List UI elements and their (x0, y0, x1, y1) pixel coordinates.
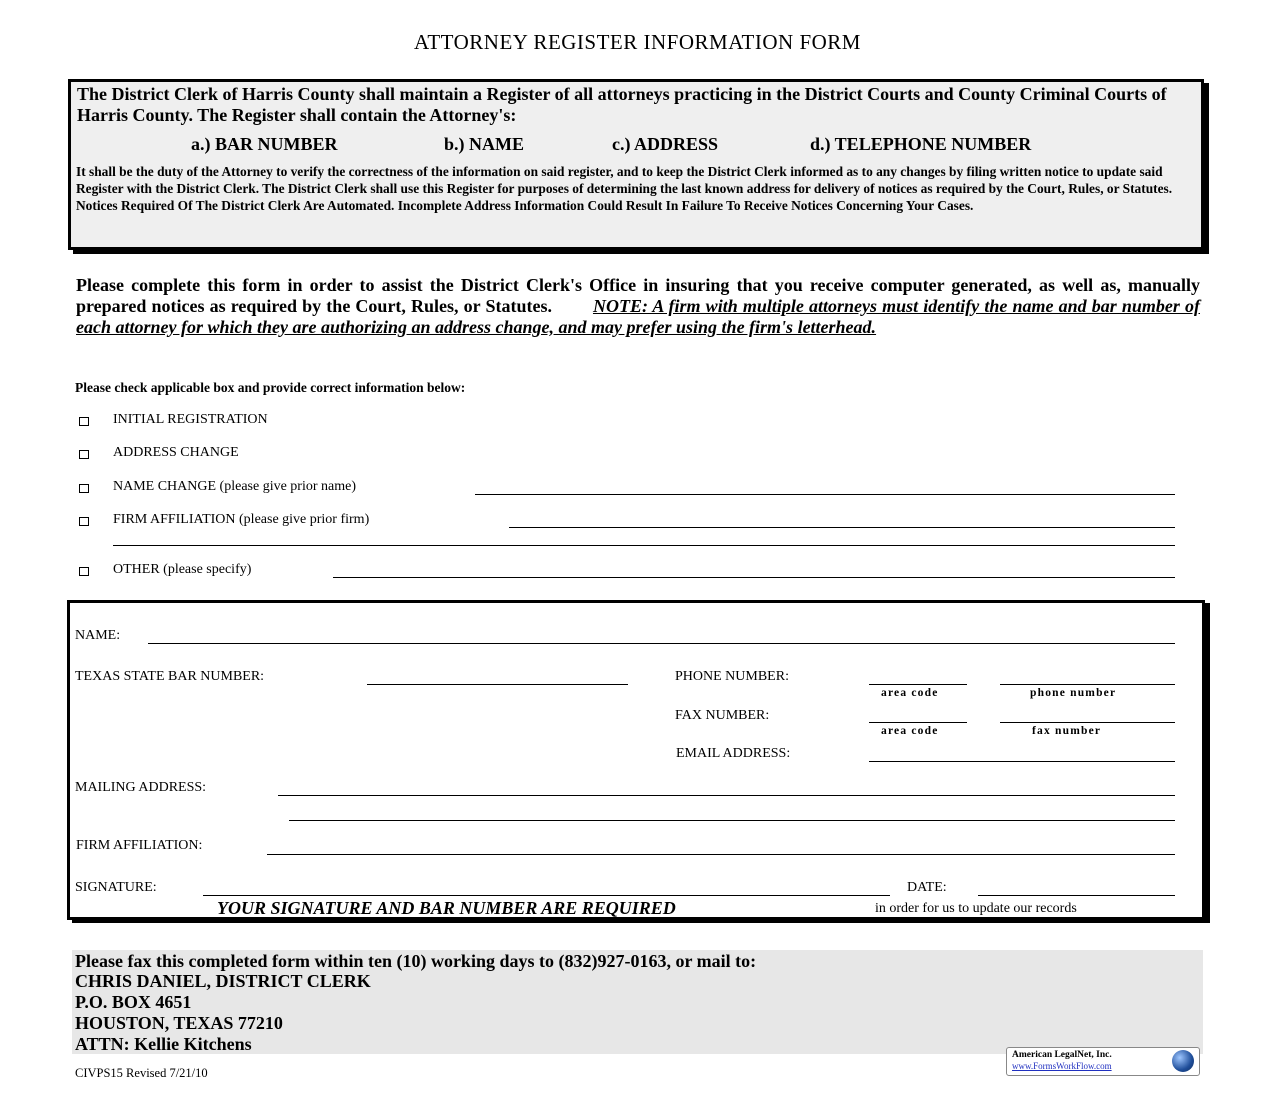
register-item-name: b.) NAME (444, 134, 524, 154)
publisher-logo (1006, 1047, 1200, 1076)
register-item-telephone: d.) TELEPHONE NUMBER (810, 134, 1032, 154)
name-label: NAME: (75, 628, 121, 643)
completion-note: NOTE: A firm with multiple attorneys must identify the name and bar number of each attorney for which they are authorizing an address change, and may prefer using the firm's letterhead. (76, 296, 1200, 337)
fax-instruction: Please fax this completed form within ten (10) working days to (832)927-0163, or mail to: (75, 951, 757, 971)
email-input[interactable] (869, 761, 1175, 762)
mailing-address-label: MAILING ADDRESS: (75, 780, 207, 795)
email-label: EMAIL ADDRESS: (676, 746, 791, 761)
bar-number-label: TEXAS STATE BAR NUMBER: (75, 669, 265, 684)
fax-area-code-input[interactable] (869, 722, 967, 723)
phone-area-code-input[interactable] (869, 684, 967, 685)
fax-label: FAX NUMBER: (675, 708, 770, 723)
mailing-address-input[interactable] (278, 795, 1175, 796)
date-label: DATE: (907, 880, 947, 895)
fax-area-code-caption: area code (881, 725, 939, 737)
completion-paragraph (76, 275, 1200, 338)
prior-name-input[interactable] (475, 494, 1175, 495)
required-notice-tail: in order for us to update our records (875, 901, 1077, 916)
firm-affiliation-label: FIRM AFFILIATION: (76, 838, 203, 853)
phone-number-caption: phone number (1030, 687, 1117, 699)
register-item-bar-number: a.) BAR NUMBER (191, 134, 338, 154)
checkbox-initial-registration[interactable] (79, 417, 89, 426)
firm-affiliation-input[interactable] (267, 854, 1175, 855)
publisher-link[interactable]: www.FormsWorkFlow.com (1012, 1061, 1112, 1071)
name-input[interactable] (148, 643, 1175, 644)
option-address-change: ADDRESS CHANGE (113, 445, 239, 460)
prior-firm-input-line2[interactable] (113, 545, 1175, 546)
option-initial-registration: INITIAL REGISTRATION (113, 412, 268, 427)
fax-number-caption: fax number (1032, 725, 1102, 737)
page-title: ATTORNEY REGISTER INFORMATION FORM (414, 30, 861, 54)
register-intro: The District Clerk of Harris County shall maintain a Register of all attorneys practicing in the District Courts and County Criminal Courts of Harris County. The Register shall contain the Attorney's: (77, 84, 1167, 125)
city-state-zip: HOUSTON, TEXAS 77210 (75, 1013, 283, 1033)
option-firm-affiliation: FIRM AFFILIATION (please give prior firm) (113, 512, 370, 527)
checkbox-other[interactable] (79, 567, 89, 576)
attention-line: ATTN: Kellie Kitchens (75, 1034, 252, 1054)
phone-number-input[interactable] (1000, 684, 1175, 685)
required-notice: YOUR SIGNATURE AND BAR NUMBER ARE REQUIRED (217, 898, 676, 918)
fax-mail-box (72, 950, 1203, 1054)
globe-icon (1172, 1050, 1194, 1072)
register-body: It shall be the duty of the Attorney to verify the correctness of the information on said register, and to keep the District Clerk informed as to any changes by filing written notice to update said Register with the District Clerk. The District Clerk shall use this Register for purposes of determining the last known address for delivery of notices as required by the Court, Rules, or Statutes. Notices Required Of The District Clerk Are Automated. Incomplete Address Information Could Result In Failure To Receive Notices Concerning Your Cases. (76, 164, 1173, 213)
mailing-address-input-line2[interactable] (289, 820, 1175, 821)
option-other: OTHER (please specify) (113, 562, 252, 577)
register-item-address: c.) ADDRESS (612, 134, 719, 154)
register-info-box (68, 79, 1204, 250)
signature-input[interactable] (203, 895, 890, 896)
other-specify-input[interactable] (333, 577, 1175, 578)
checkbox-address-change[interactable] (79, 450, 89, 459)
date-input[interactable] (978, 895, 1175, 896)
fax-number-input[interactable] (1000, 722, 1175, 723)
signature-label: SIGNATURE: (75, 880, 157, 895)
form-code: CIVPS15 Revised 7/21/10 (75, 1066, 208, 1080)
bar-number-input[interactable] (367, 684, 628, 685)
phone-label: PHONE NUMBER: (675, 669, 789, 684)
check-instruction: Please check applicable box and provide correct information below: (75, 380, 466, 395)
attorney-info-box (67, 600, 1205, 920)
po-box: P.O. BOX 4651 (75, 992, 192, 1012)
option-name-change: NAME CHANGE (please give prior name) (113, 479, 356, 494)
phone-area-code-caption: area code (881, 687, 939, 699)
publisher-name: American LegalNet, Inc. (1012, 1050, 1112, 1060)
prior-firm-input[interactable] (509, 527, 1175, 528)
completion-text: Please complete this form in order to assist the District Clerk's Office in insuring that you receive computer generated, as well as, manually prepared notices as required by the Court, Rules, or Statutes. (76, 275, 1200, 316)
checkbox-firm-affiliation[interactable] (79, 517, 89, 526)
checkbox-name-change[interactable] (79, 484, 89, 493)
clerk-name: CHRIS DANIEL, DISTRICT CLERK (75, 971, 371, 991)
